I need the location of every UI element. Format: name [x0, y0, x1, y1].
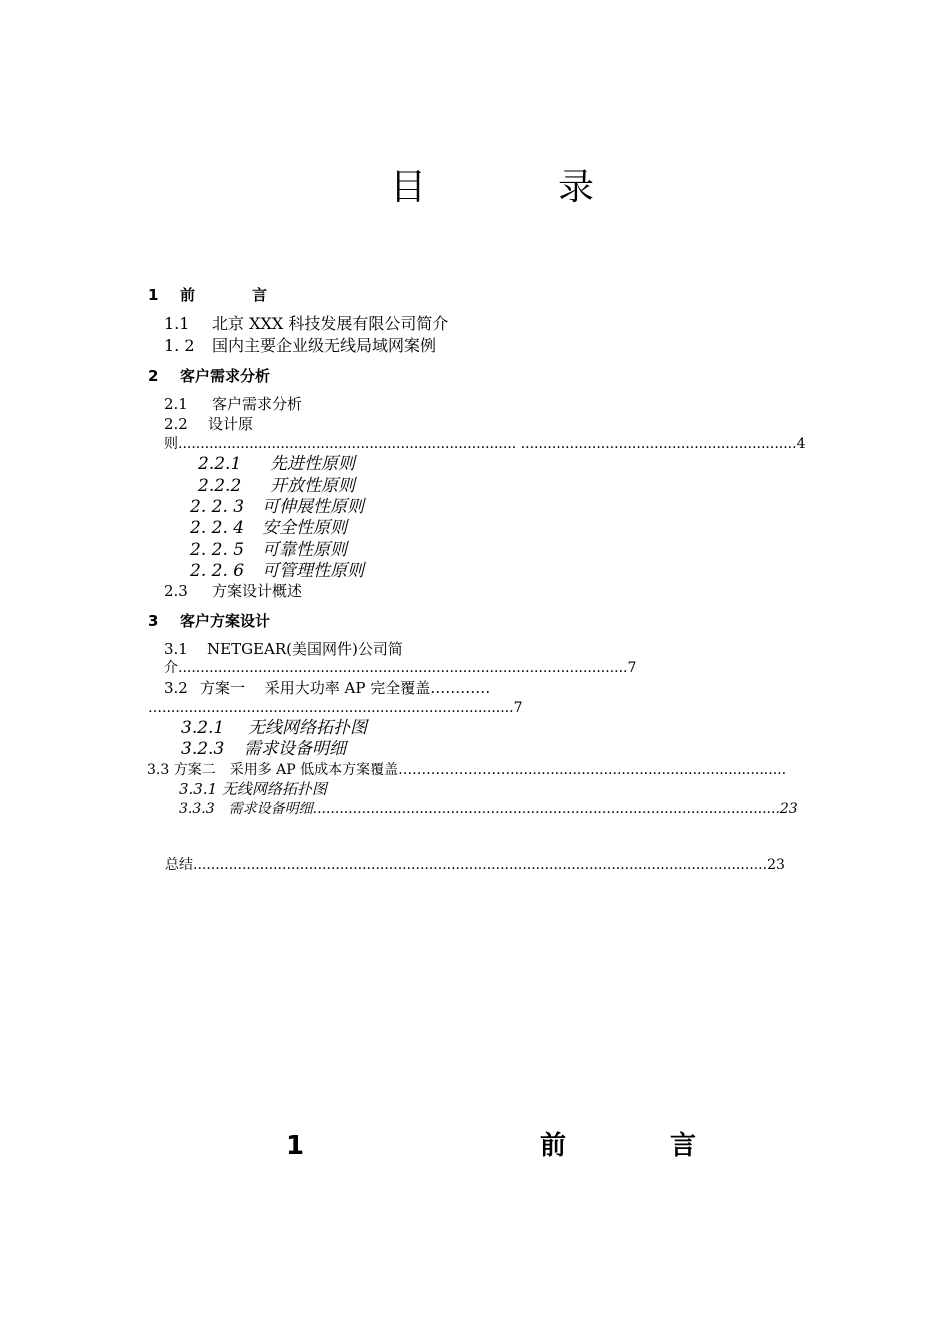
toc-s3-text: 客户方案设计: [180, 612, 271, 630]
toc-s1-b: 言: [252, 286, 268, 304]
toc-s2-2-3-text[interactable]: 可伸展性原则: [262, 497, 364, 517]
toc-s3-2-3-text[interactable]: 需求设备明细: [244, 739, 346, 759]
toc-s3-num: 3: [148, 612, 159, 630]
toc-s2-2-6-text[interactable]: 可管理性原则: [262, 561, 364, 581]
toc-s2-2-leader[interactable]: 则............................................................................ ..............................................................4: [164, 436, 806, 452]
toc-s2-2-5-num[interactable]: 2. 2. 5: [190, 540, 245, 560]
chapter-title-b: 言: [670, 1131, 697, 1161]
toc-s1-1-num[interactable]: 1.1: [164, 314, 190, 333]
toc-s2-2-4-num[interactable]: 2. 2. 4: [190, 518, 245, 538]
toc-s3-2-1-text[interactable]: 无线网络拓扑图: [248, 718, 367, 738]
toc-s2-2-6-num[interactable]: 2. 2. 6: [190, 561, 245, 581]
toc-s3-3-3-line[interactable]: 3.3.3 需求设备明细.........................................................................................................23: [179, 801, 798, 817]
toc-s2-2-num[interactable]: 2.2: [164, 415, 188, 433]
toc-s3-1-text[interactable]: NETGEAR(美国网件)公司简: [207, 640, 403, 658]
toc-s2-1-text[interactable]: 客户需求分析: [212, 395, 303, 413]
toc-s2-text: 客户需求分析: [180, 367, 271, 385]
toc-s3-2-1-num[interactable]: 3.2.1: [181, 718, 225, 738]
toc-s1-a: 前: [180, 286, 196, 304]
toc-s2-2-2-num[interactable]: 2.2.2: [198, 476, 242, 496]
toc-s2-2-3-num[interactable]: 2. 2. 3: [190, 497, 245, 517]
toc-s2-2-1-num[interactable]: 2.2.1: [198, 454, 242, 474]
toc-s3-2-num[interactable]: 3.2: [164, 679, 188, 697]
toc-s2-1-num[interactable]: 2.1: [164, 395, 188, 413]
toc-s2-num: 2: [148, 367, 159, 385]
toc-title-right: 录: [558, 167, 595, 208]
chapter-number: 1: [286, 1131, 305, 1161]
toc-s1-2-text[interactable]: 国内主要企业级无线局域网案例: [212, 336, 437, 355]
toc-s3-1-num[interactable]: 3.1: [164, 640, 188, 658]
toc-s3-1-leader[interactable]: 介.....................................................................................................7: [164, 660, 637, 676]
toc-s3-3-1-line[interactable]: 3.3.1 无线网络拓扑图: [179, 780, 327, 798]
chapter-title-a: 前: [540, 1131, 567, 1161]
toc-s3-2-leader[interactable]: …...............................................................................7: [148, 700, 523, 716]
toc-s1-num: 1: [148, 286, 159, 304]
toc-s2-3-num[interactable]: 2.3: [164, 582, 188, 600]
toc-s2-2-2-text[interactable]: 开放性原则: [270, 476, 355, 496]
toc-title-left: 目: [390, 167, 427, 208]
toc-s3-3-line[interactable]: 3.3 方案二 采用多 AP 低成本方案覆盖……………………..............................................................: [147, 762, 787, 778]
toc-s2-2-5-text[interactable]: 可靠性原则: [262, 540, 347, 560]
toc-summary-line[interactable]: 总结.................................................................................................................................23: [165, 857, 785, 873]
toc-s1-2-num[interactable]: 1. 2: [164, 336, 195, 355]
toc-s2-2-1-text[interactable]: 先进性原则: [270, 454, 355, 474]
toc-s1-1-text[interactable]: 北京 XXX 科技发展有限公司简介: [212, 314, 449, 333]
toc-s2-2-text[interactable]: 设计原: [208, 415, 254, 433]
toc-s3-2-3-num[interactable]: 3.2.3: [181, 739, 225, 759]
toc-s3-2-text[interactable]: 方案一 采用大功率 AP 完全覆盖…………: [200, 679, 491, 697]
toc-s2-2-4-text[interactable]: 安全性原则: [262, 518, 347, 538]
toc-s2-3-text[interactable]: 方案设计概述: [212, 582, 303, 600]
